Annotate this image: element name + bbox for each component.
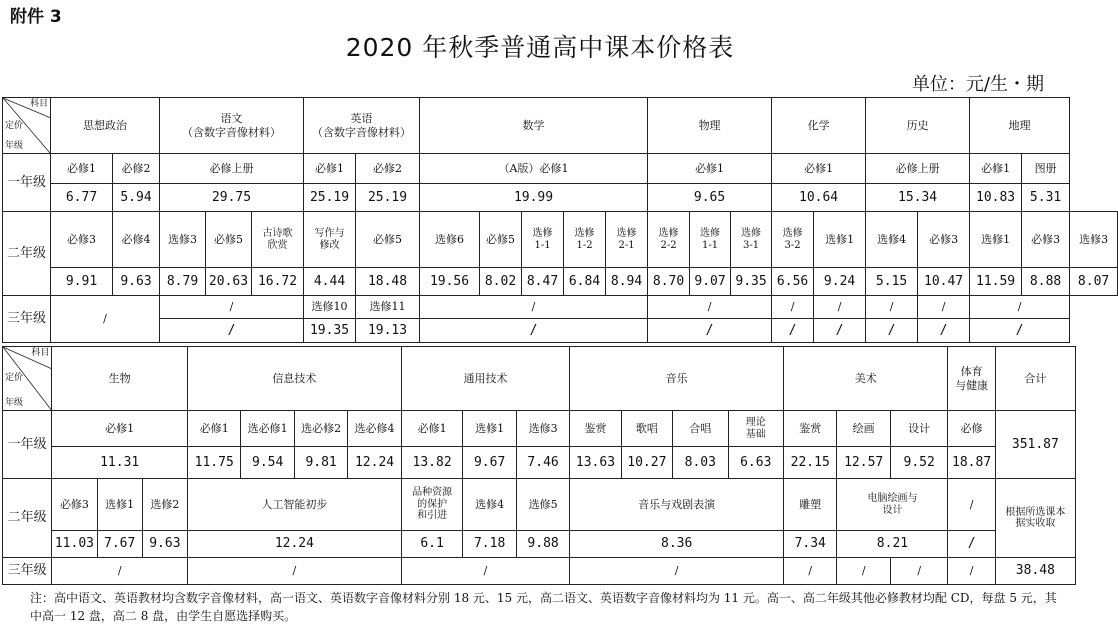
course-label: 选修 3-2 (772, 212, 814, 268)
course-label: 选修1 (970, 212, 1022, 268)
price-value: 12.24 (188, 531, 402, 558)
header-corner (3, 347, 52, 411)
empty-slash: / (401, 558, 570, 585)
price-value: 29.75 (160, 184, 304, 212)
empty-slash: / (918, 296, 970, 319)
empty-slash: / (648, 296, 772, 319)
course-label: 选修 2-1 (606, 212, 648, 268)
empty-slash: / (970, 319, 1070, 343)
price-value: 8.21 (837, 531, 948, 558)
price-value: 9.63 (113, 268, 160, 296)
corner-grade: 年级 (5, 141, 24, 152)
price-value: 19.99 (420, 184, 648, 212)
empty-slash: / (837, 558, 890, 585)
price-table-lower (2, 346, 1076, 585)
course-label: 必修2 (356, 154, 420, 184)
price-value: 11.75 (188, 447, 241, 479)
course-label: 选修2 (142, 479, 187, 531)
course-label: 必修3 (1022, 212, 1070, 268)
course-label: 选修3 (516, 411, 569, 447)
price-value: 11.59 (970, 268, 1022, 296)
course-label: 必修3 (52, 479, 97, 531)
corner-grade: 年级 (5, 398, 24, 409)
course-label: 鉴赏 (784, 411, 837, 447)
empty-slash: / (814, 319, 866, 343)
empty-slash: / (52, 558, 188, 585)
price-value: 20.63 (206, 268, 252, 296)
empty-slash: / (814, 296, 866, 319)
corner-subject: 科目 (31, 348, 50, 358)
course-label: 电脑绘画与 设计 (837, 479, 948, 531)
subject-header: 信息技术 (188, 347, 402, 411)
price-value: 6.77 (51, 184, 113, 212)
price-value: 9.07 (690, 268, 731, 296)
price-value: 10.47 (918, 268, 970, 296)
course-label: 必修1 (52, 411, 188, 447)
course-label: 选修 1-1 (690, 212, 731, 268)
empty-slash: / (866, 319, 918, 343)
course-label: 选修3 (160, 212, 206, 268)
course-label: 人工智能初步 (188, 479, 402, 531)
price-value: 8.02 (480, 268, 522, 296)
course-label: 必修1 (51, 154, 113, 184)
course-label: 必修4 (113, 212, 160, 268)
unit-label: 单位：元/生・期 (911, 74, 1044, 95)
corner-subject: 科目 (29, 99, 48, 109)
course-label: 设计 (890, 411, 948, 447)
empty-slash: / (970, 296, 1070, 319)
empty-slash: / (918, 319, 970, 343)
price-value: 5.31 (1022, 184, 1070, 212)
course-label: 选必修4 (348, 411, 401, 447)
subject-header: 化学 (772, 98, 866, 154)
course-label: 必修1 (970, 154, 1022, 184)
corner-price: 定价 (5, 373, 24, 384)
empty-slash: / (648, 319, 772, 343)
course-label: 必修 (948, 411, 995, 447)
price-value: 5.15 (866, 268, 918, 296)
course-label: 选修1 (814, 212, 866, 268)
empty-slash: / (866, 296, 918, 319)
price-value: 25.19 (304, 184, 356, 212)
course-label: 选修5 (516, 479, 569, 531)
price-value: 19.35 (304, 319, 356, 343)
price-value: 8.07 (1070, 268, 1118, 296)
price-value: 8.47 (522, 268, 564, 296)
course-label: 选修11 (356, 296, 420, 319)
subject-header: 合计 (995, 347, 1075, 411)
course-label: （A版）必修1 (420, 154, 648, 184)
course-label: 品种资源 的保护 和引进 (401, 479, 463, 531)
subject-header: 物理 (648, 98, 772, 154)
price-value: 9.65 (648, 184, 772, 212)
grade-label: 二年级 (3, 212, 51, 296)
course-label: 选修6 (420, 212, 480, 268)
price-value: 9.54 (241, 447, 294, 479)
price-value: 11.31 (52, 447, 188, 479)
course-label: 必修1 (772, 154, 866, 184)
course-label: 选修4 (866, 212, 918, 268)
course-label: 必修1 (401, 411, 463, 447)
course-label: 必修3 (51, 212, 113, 268)
course-label: 图册 (1022, 154, 1070, 184)
course-label: 选修 1-1 (522, 212, 564, 268)
subject-header: 地理 (970, 98, 1070, 154)
price-value: 22.15 (784, 447, 837, 479)
price-value: 8.94 (606, 268, 648, 296)
subject-header: 体育 与健康 (948, 347, 995, 411)
course-label: 选修4 (463, 479, 516, 531)
course-label: 选修10 (304, 296, 356, 319)
course-label: 合唱 (673, 411, 728, 447)
course-label: 选必修2 (294, 411, 347, 447)
empty-slash: / (160, 296, 304, 319)
price-value: 10.83 (970, 184, 1022, 212)
page-title: 2020 年秋季普通高中课本价格表 (345, 33, 735, 62)
course-label: 必修上册 (160, 154, 304, 184)
subject-header: 历史 (866, 98, 970, 154)
subject-header: 音乐 (570, 347, 784, 411)
course-label: 古诗歌 欣赏 (252, 212, 304, 268)
price-value: 8.36 (570, 531, 784, 558)
empty-slash: / (784, 558, 837, 585)
subject-header: 数学 (420, 98, 648, 154)
price-value: 18.48 (356, 268, 420, 296)
empty-slash: / (188, 558, 402, 585)
course-label: 必修2 (113, 154, 160, 184)
course-label: 歌唱 (621, 411, 672, 447)
price-value: 9.91 (51, 268, 113, 296)
course-label: 音乐与戏剧表演 (570, 479, 784, 531)
empty-slash: / (890, 558, 948, 585)
empty-slash: / (420, 319, 648, 343)
course-label: 选必修1 (241, 411, 294, 447)
price-value: 9.35 (731, 268, 772, 296)
price-value: 12.24 (348, 447, 401, 479)
total-note: 根据所选课本 据实收取 (995, 479, 1075, 558)
price-value: 7.34 (784, 531, 837, 558)
price-value: 13.63 (570, 447, 621, 479)
price-value: 19.56 (420, 268, 480, 296)
course-label: 必修5 (480, 212, 522, 268)
price-value: 13.82 (401, 447, 463, 479)
empty-slash: / (772, 296, 814, 319)
course-label: 必修1 (648, 154, 772, 184)
course-label: 必修上册 (866, 154, 970, 184)
price-value: 16.72 (252, 268, 304, 296)
price-value: 11.03 (52, 531, 97, 558)
price-value: 15.34 (866, 184, 970, 212)
course-label: 绘画 (837, 411, 890, 447)
empty-slash: / (160, 319, 304, 343)
header-corner (3, 98, 51, 154)
course-label: 必修1 (304, 154, 356, 184)
price-value: 7.18 (463, 531, 516, 558)
subject-header: 语文 （含数字音像材料） (160, 98, 304, 154)
subject-header: 美术 (784, 347, 948, 411)
course-label: 选修3 (1070, 212, 1118, 268)
price-value: 12.57 (837, 447, 890, 479)
empty-slash: / (51, 296, 160, 343)
price-value: 9.81 (294, 447, 347, 479)
subject-header: 英语 （含数字音像材料） (304, 98, 420, 154)
course-label: 选修1 (97, 479, 142, 531)
course-label: 鉴赏 (570, 411, 621, 447)
course-label: 选修 2-2 (648, 212, 690, 268)
price-value: 25.19 (356, 184, 420, 212)
price-value: 7.46 (516, 447, 569, 479)
empty-slash: / (772, 319, 814, 343)
price-value: 19.13 (356, 319, 420, 343)
course-label: 理论 基础 (728, 411, 783, 447)
price-value: 10.64 (772, 184, 866, 212)
grade-label: 二年级 (3, 479, 52, 558)
empty-slash: / (948, 558, 995, 585)
course-label: 选修 3-1 (731, 212, 772, 268)
price-value: 9.67 (463, 447, 516, 479)
corner-price: 定价 (5, 121, 24, 132)
course-label: 必修5 (206, 212, 252, 268)
footnote: 注：高中语文、英语教材均含数字音像材料，高一语文、英语数字音像材料分别 18 元、15 元，高二语文、英语数字音像材料均为 11 元。高一、高二年级其他必修教材均配 CD，每盘 5 元，其中高一 12 盘，高二 8 盘，由学生自愿选择购买。 (30, 591, 1057, 623)
price-value: 9.52 (890, 447, 948, 479)
course-label: 必修3 (918, 212, 970, 268)
price-value: 8.70 (648, 268, 690, 296)
grade-label: 三年级 (3, 558, 52, 585)
price-value: 5.94 (113, 184, 160, 212)
price-value: 8.88 (1022, 268, 1070, 296)
empty-slash: / (948, 531, 995, 558)
price-value: 6.63 (728, 447, 783, 479)
price-value: 9.88 (516, 531, 569, 558)
price-value: 7.67 (97, 531, 142, 558)
price-value: 6.84 (564, 268, 606, 296)
attachment-label: 附件 3 (10, 7, 62, 27)
course-label: 选修1 (463, 411, 516, 447)
subject-header: 思想政治 (51, 98, 160, 154)
subject-header: 生物 (52, 347, 188, 411)
course-label: 选修 1-2 (564, 212, 606, 268)
course-label: 写作与 修改 (304, 212, 356, 268)
total-value: 38.48 (995, 558, 1075, 585)
price-value: 6.1 (401, 531, 463, 558)
price-value: 4.44 (304, 268, 356, 296)
grade-label: 三年级 (3, 296, 51, 343)
subject-header: 通用技术 (401, 347, 570, 411)
total-value: 351.87 (995, 411, 1075, 479)
price-value: 8.79 (160, 268, 206, 296)
price-value: 9.24 (814, 268, 866, 296)
price-value: 18.87 (948, 447, 995, 479)
price-value: 6.56 (772, 268, 814, 296)
grade-label: 一年级 (3, 411, 52, 479)
course-label: 雕塑 (784, 479, 837, 531)
course-label: 必修5 (356, 212, 420, 268)
price-table-upper (2, 97, 1118, 343)
grade-label: 一年级 (3, 154, 51, 212)
empty-slash: / (420, 296, 648, 319)
course-label: 必修1 (188, 411, 241, 447)
price-value: 10.27 (621, 447, 672, 479)
empty-slash: / (570, 558, 784, 585)
price-value: 8.03 (673, 447, 728, 479)
empty-slash: / (948, 479, 995, 531)
price-value: 9.63 (142, 531, 187, 558)
